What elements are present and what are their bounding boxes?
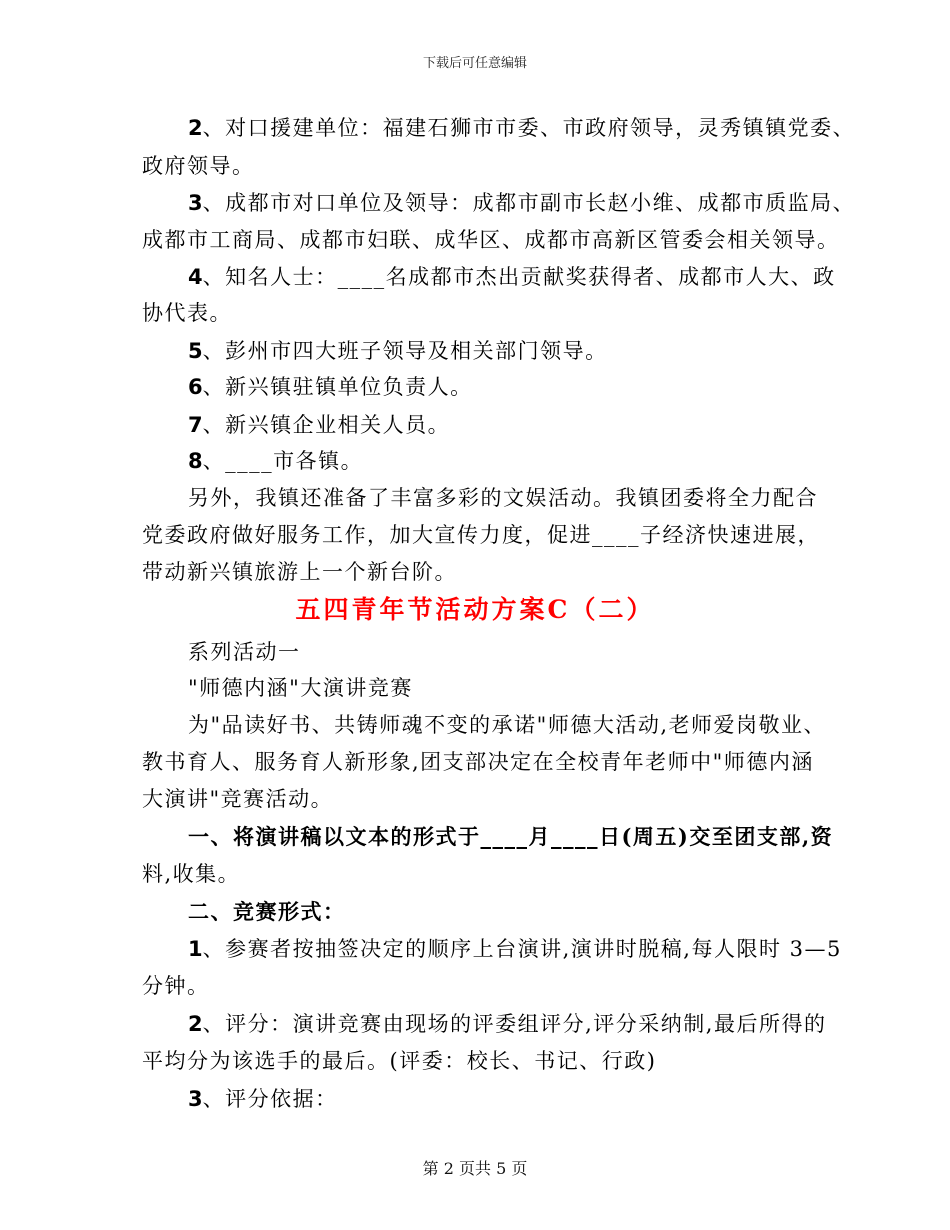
list-number: 7 bbox=[188, 413, 203, 437]
paragraph-line: 分钟。 bbox=[142, 974, 210, 998]
list-number: 5 bbox=[188, 339, 203, 363]
list-number: 3 bbox=[188, 191, 203, 215]
list-number: 2 bbox=[188, 116, 203, 140]
page-footer: 第 2 页共 5 页 bbox=[422, 1159, 528, 1178]
paragraph-line: 党委政府做好服务工作，加大宣传力度，促进____子经济快速进展， bbox=[142, 523, 820, 547]
paragraph-line: 一、将演讲稿以文本的形式于____月____日(周五)交至团支部,资 bbox=[188, 824, 834, 849]
paragraph-line bbox=[188, 114, 855, 142]
section-heading: 二、竞赛形式： bbox=[188, 899, 346, 924]
list-number: 2 bbox=[188, 1012, 203, 1036]
paragraph-line: 协代表。 bbox=[142, 301, 232, 325]
list-number: 3 bbox=[188, 1087, 203, 1111]
line-text: 、参赛者按抽签决定的顺序上台演讲,演讲时脱稿,每人限时 3—5 bbox=[202, 937, 842, 961]
line-text: 、____市各镇。 bbox=[202, 449, 364, 473]
paragraph-line: 为"品读好书、共铸师魂不变的承诺"师德大活动,老师爱岗敬业、 bbox=[188, 713, 826, 737]
paragraph-line bbox=[188, 1085, 338, 1113]
paragraph-line bbox=[188, 337, 608, 365]
list-number: 1 bbox=[188, 937, 203, 961]
line-text: 、知名人士：____名成都市杰出贡献奖获得者、成都市人大、政 bbox=[202, 265, 836, 289]
list-number: 8 bbox=[188, 449, 203, 473]
paragraph-line: 成都市工商局、成都市妇联、成华区、成都市高新区管委会相关领导。 bbox=[142, 228, 840, 252]
paragraph-line bbox=[188, 447, 363, 475]
paragraph-line: "师德内涵"大演讲竞赛 bbox=[188, 676, 413, 700]
paragraph-line bbox=[188, 263, 836, 291]
line-text: 、评分依据： bbox=[202, 1087, 338, 1111]
paragraph-line: 另外，我镇还准备了丰富多彩的文娱活动。我镇团委将全力配合 bbox=[188, 486, 818, 510]
paragraph-line: 大演讲"竞赛活动。 bbox=[142, 787, 334, 811]
paragraph-line bbox=[188, 373, 473, 401]
paragraph-line: 平均分为该选手的最后。(评委：校长、书记、行政) bbox=[142, 1049, 657, 1073]
paragraph-line: 料,收集。 bbox=[142, 862, 241, 886]
page-header: 下载后可任意编辑 bbox=[422, 56, 527, 71]
line-text: 、评分：演讲竞赛由现场的评委组评分,评分采纳制,最后所得的 bbox=[202, 1012, 827, 1036]
paragraph-line bbox=[188, 935, 842, 963]
line-text: 、彭州市四大班子领导及相关部门领导。 bbox=[202, 339, 608, 363]
paragraph-line: 教书育人、服务育人新形象,团支部决定在全校青年老师中"师德内涵 bbox=[142, 750, 814, 774]
list-number: 4 bbox=[188, 265, 203, 289]
paragraph-line: 政府领导。 bbox=[142, 154, 255, 178]
line-text: 、对口援建单位：福建石狮市市委、市政府领导，灵秀镇镇党委、 bbox=[202, 116, 856, 140]
section-title: 五四青年节活动方案C（二） bbox=[295, 595, 655, 624]
paragraph-line: 系列活动一 bbox=[188, 640, 301, 664]
paragraph-line: 带动新兴镇旅游上一个新台阶。 bbox=[142, 560, 457, 584]
line-text: 、新兴镇企业相关人员。 bbox=[202, 413, 451, 437]
paragraph-line bbox=[188, 189, 855, 217]
line-text: 、新兴镇驻镇单位负责人。 bbox=[202, 375, 473, 399]
paragraph-line bbox=[188, 1010, 826, 1038]
paragraph-line bbox=[188, 411, 450, 439]
list-number: 6 bbox=[188, 375, 203, 399]
line-text: 、成都市对口单位及领导：成都市副市长赵小维、成都市质监局、 bbox=[202, 191, 856, 215]
